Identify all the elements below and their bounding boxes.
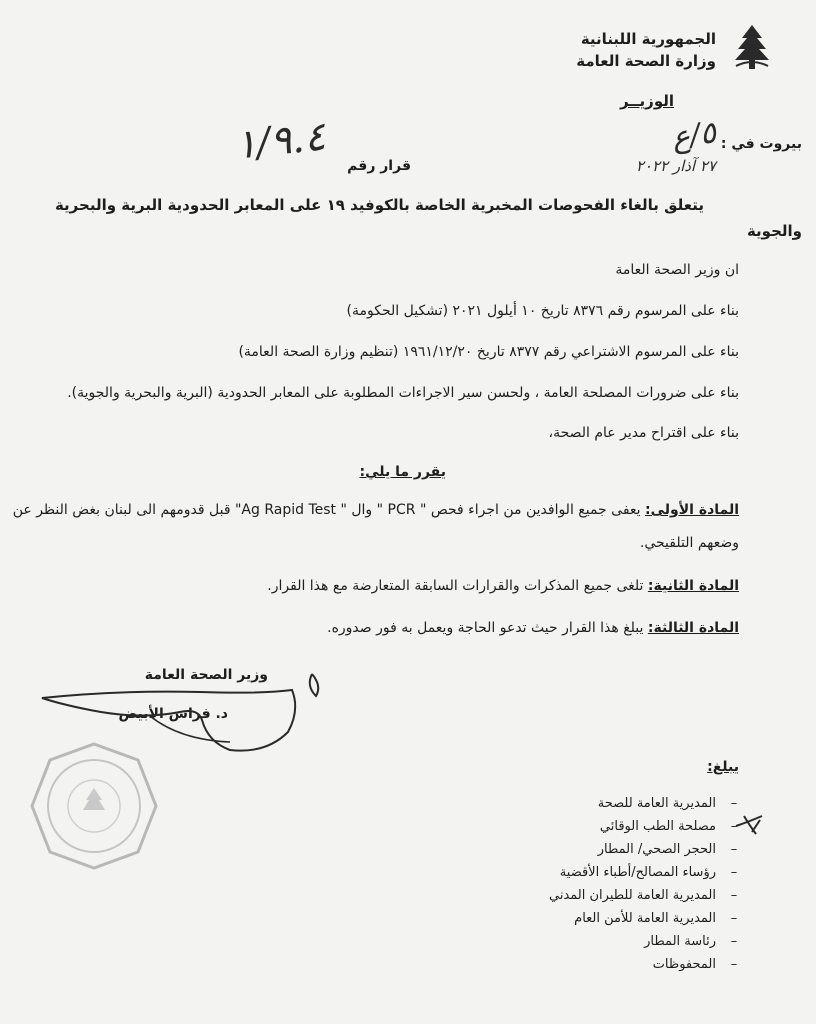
- ministry-name: وزارة الصحة العامة: [576, 52, 716, 70]
- subject-line-1: يتعلق بالغاء الفحوصات المخبرية الخاصة بالكوفيد ١٩ على المعابر الحدودية البرية والبحرية: [54, 196, 704, 214]
- article-2: [267, 576, 739, 596]
- decides-heading: يقرر ما يلي:: [359, 464, 446, 480]
- distribution-item: –مصلحة الطب الوقائي: [599, 819, 738, 834]
- article-1-continuation: وضعهم التلقيحي.: [639, 535, 739, 551]
- article-2-label: المادة الثانية:: [647, 578, 739, 594]
- article-3-text: يبلغ هذا القرار حيث تدعو الحاجة ويعمل به فور صدوره.: [327, 620, 644, 636]
- cedar-emblem-icon: [730, 22, 774, 72]
- preamble-line-4: بناء على ضرورات المصلحة العامة ، ولحسن سير الاجراءات المطلوبة على المعابر الحدودية (البرية والبحرية والجوية).: [67, 385, 739, 401]
- distribution-item: –المديرية العامة للصحة: [597, 796, 738, 811]
- article-3: [327, 618, 739, 638]
- official-seal: [28, 740, 160, 872]
- signatory-title: وزير الصحة العامة: [144, 667, 268, 683]
- preamble-line-1: ان وزير الصحة العامة: [615, 262, 739, 278]
- article-1-text: يعفى جميع الوافدين من اجراء فحص " PCR " وال " Ag Rapid Test" قبل قدومهم الى لبنان بغض النظر عن: [12, 502, 641, 518]
- article-1: [13, 500, 739, 520]
- distribution-label: يبلغ:: [707, 759, 739, 775]
- article-3-label: المادة الثالثة:: [647, 620, 739, 636]
- preamble-line-2: بناء على المرسوم رقم ٨٣٧٦ تاريخ ١٠ أيلول ٢٠٢١ (تشكيل الحكومة): [346, 303, 739, 319]
- handwritten-decision-number: ١/٩.٤: [233, 113, 329, 169]
- article-1-label: المادة الأولى:: [645, 502, 739, 518]
- signatory-name: د. فراس الأبيض: [118, 706, 228, 722]
- distribution-item: –المديرية العامة للطيران المدني: [549, 888, 738, 903]
- handwritten-checkmark-icon: [734, 812, 764, 836]
- subject-line-2: والجوية: [746, 222, 802, 240]
- distribution-item: –رؤساء المصالح/أطباء الأقضية: [559, 865, 738, 880]
- place-label: بيروت في :: [720, 136, 802, 152]
- office-title: الوزيــر: [619, 92, 674, 110]
- handwritten-reference: ٥/ع: [669, 115, 719, 156]
- decision-label: قرار رقم: [347, 158, 411, 174]
- preamble-line-5: بناء على اقتراح مدير عام الصحة،: [548, 425, 739, 441]
- distribution-item: –المحفوظات: [652, 957, 738, 972]
- distribution-item: –رئاسة المطار: [644, 934, 738, 949]
- distribution-item: –المديرية العامة للأمن العام: [574, 911, 738, 926]
- handwritten-date: ٢٧ آذار ٢٠٢٢: [635, 157, 716, 175]
- article-2-text: تلغى جميع المذكرات والقرارات السابقة المتعارضة مع هذا القرار.: [267, 578, 644, 594]
- distribution-item: –الحجر الصحي/ المطار: [597, 842, 738, 857]
- republic-name: الجمهورية اللبنانية: [580, 30, 716, 48]
- preamble-line-3: بناء على المرسوم الاشتراعي رقم ٨٣٧٧ تاريخ ١٩٦١/١٢/٢٠ (تنظيم وزارة الصحة العامة): [238, 344, 739, 360]
